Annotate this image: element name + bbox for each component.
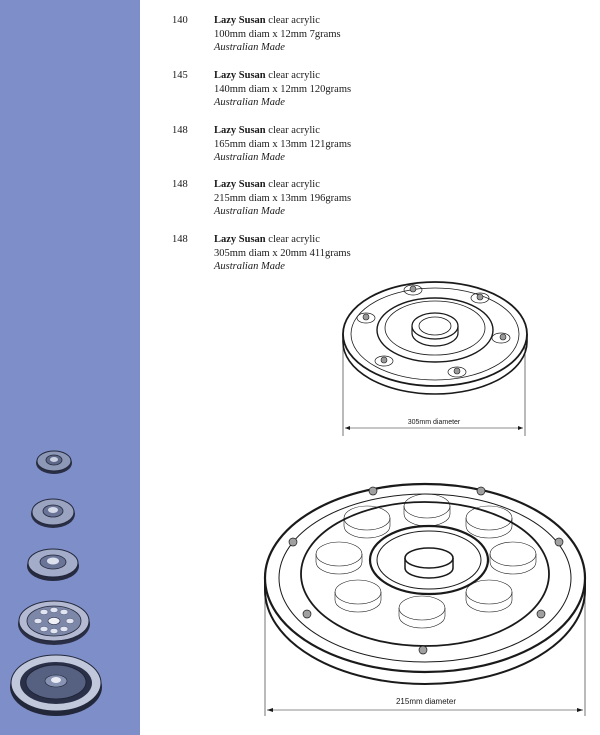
thumbnail-lazy-susan-140 — [29, 496, 77, 530]
product-material: clear acrylic — [268, 234, 320, 245]
product-material: clear acrylic — [268, 125, 320, 136]
thumbnail-lazy-susan-305 — [8, 652, 104, 718]
product-origin: Australian Made — [214, 152, 285, 163]
dimension-label: 305mm diameter — [407, 419, 461, 426]
product-name: Lazy Susan — [214, 179, 266, 190]
thumbnail-lazy-susan-165 — [25, 545, 81, 583]
product-origin: Australian Made — [214, 42, 285, 53]
product-material: clear acrylic — [268, 15, 320, 26]
product-dimensions: 305mm diam x 20mm 411grams — [214, 247, 351, 259]
product-origin: Australian Made — [214, 261, 285, 272]
product-material: clear acrylic — [268, 179, 320, 190]
diagram-215mm — [258, 472, 592, 726]
product-code: 145 — [172, 70, 188, 81]
product-dimensions: 165mm diam x 13mm 121grams — [214, 138, 352, 150]
product-dimensions: 140mm diam x 12mm 120grams — [214, 83, 352, 95]
product-name: Lazy Susan — [214, 15, 266, 26]
thumbnail-lazy-susan-215 — [16, 597, 92, 647]
product-code: 148 — [172, 179, 188, 190]
thumbnail-lazy-susan-100 — [34, 448, 74, 476]
product-code: 148 — [172, 234, 188, 245]
product-code: 140 — [172, 15, 188, 26]
product-dimensions: 215mm diam x 13mm 196grams — [214, 192, 352, 204]
product-name: Lazy Susan — [214, 70, 266, 81]
product-dimensions: 100mm diam x 12mm 7grams — [214, 28, 341, 40]
product-material: clear acrylic — [268, 70, 320, 81]
dimension-label: 215mm diameter — [395, 697, 457, 706]
product-code: 148 — [172, 125, 188, 136]
product-origin: Australian Made — [214, 206, 285, 217]
product-name: Lazy Susan — [214, 234, 266, 245]
product-origin: Australian Made — [214, 97, 285, 108]
product-name: Lazy Susan — [214, 125, 266, 136]
diagram-305mm — [336, 276, 536, 446]
sidebar-panel — [0, 0, 140, 735]
